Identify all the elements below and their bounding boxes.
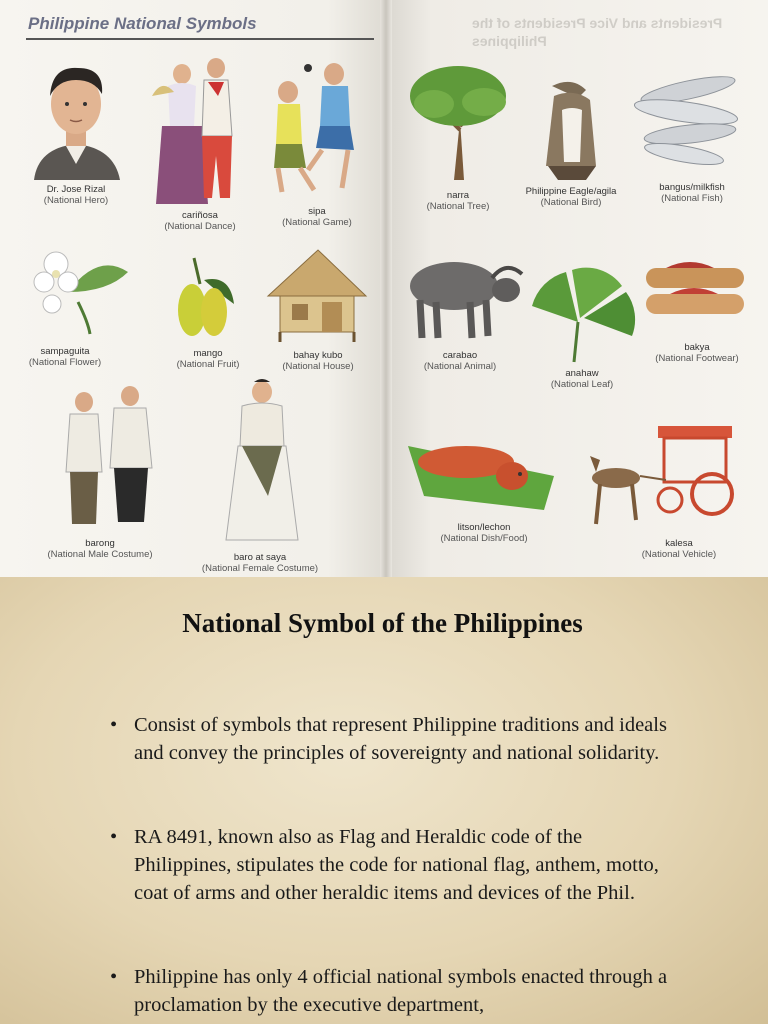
- symbol-name: litson/lechon: [457, 522, 511, 533]
- symbol-card-male-costume: [30, 382, 170, 562]
- symbol-card-leaf: [526, 266, 638, 392]
- symbol-name: narra: [446, 190, 470, 201]
- symbol-name: cariñosa: [182, 210, 218, 221]
- heading-rule: [26, 38, 374, 40]
- symbol-category: (National Male Costume): [47, 549, 153, 560]
- symbol-category: (National Footwear): [655, 353, 739, 364]
- symbol-name: baro at saya: [233, 552, 287, 563]
- book-spine: [380, 0, 392, 577]
- sampaguita-illustration: [28, 242, 138, 342]
- caption: [404, 190, 512, 212]
- bullet-text: RA 8491, known also as Flag and Heraldic code of the Philippines, stipulates the code for national flag, anthem, motto, coat of arms and other heraldic items and devices of the Phil.: [134, 826, 659, 904]
- symbol-name: sipa: [308, 206, 326, 217]
- slide-title: National Symbol of the Philippines: [182, 608, 583, 638]
- symbol-category: (National Animal): [423, 361, 497, 372]
- bullet-item: [110, 823, 670, 907]
- symbol-category: (National Female Costume): [201, 563, 319, 574]
- symbol-name: mango: [193, 348, 223, 359]
- symbol-category: (National Fish): [661, 193, 723, 204]
- philippine-eagle-illustration: [516, 76, 626, 186]
- carinosa-dancers-illustration: [148, 56, 252, 206]
- symbol-card-female-costume: [198, 376, 322, 576]
- symbol-category: (National Game): [282, 217, 352, 228]
- bullet-marker: •: [110, 714, 118, 736]
- caption: [28, 346, 102, 368]
- bullet-text: Consist of symbols that represent Philippine traditions and ideals and convey the principles of sovereignty and national solidarity.: [134, 714, 667, 764]
- symbol-card-hero: [24, 56, 128, 211]
- carabao-illustration: [400, 250, 526, 346]
- caption: [526, 368, 638, 390]
- caption: [516, 186, 626, 208]
- caption: [262, 350, 374, 372]
- symbol-card-footwear: [640, 260, 754, 370]
- symbol-category: (National Fruit): [176, 359, 240, 370]
- bullet-marker: •: [110, 826, 118, 848]
- symbol-card-dish: [404, 426, 564, 552]
- symbol-name: barong: [85, 538, 115, 549]
- barong-illustration: [30, 382, 170, 532]
- symbol-category: (National House): [282, 361, 354, 372]
- symbol-category: (National Dish/Food): [440, 533, 528, 544]
- symbol-name: bangus/milkfish: [659, 182, 725, 193]
- caption: [262, 206, 372, 228]
- jose-rizal-illustration: [24, 56, 128, 181]
- sipa-players-illustration: [258, 60, 376, 200]
- caption: [614, 538, 744, 560]
- symbol-category: (National Tree): [426, 201, 490, 212]
- bullet-text: Philippine has only 4 official national symbols enacted through a proclamation by the executive department,: [134, 966, 668, 1016]
- symbol-card-flower: [28, 242, 138, 372]
- baro-at-saya-illustration: [198, 376, 322, 546]
- caption: [632, 182, 752, 204]
- caption: [148, 210, 252, 232]
- presentation-slide: [0, 577, 768, 1024]
- symbol-category: (National Vehicle): [641, 549, 717, 560]
- caption: [404, 522, 564, 544]
- symbol-name: Dr. Jose Rizal: [46, 184, 106, 195]
- caption: [642, 342, 752, 364]
- symbol-name: bahay kubo: [293, 350, 343, 361]
- symbol-card-game: [258, 60, 376, 232]
- kalesa-illustration: [584, 420, 752, 528]
- symbol-name: bakya: [684, 342, 710, 353]
- symbol-category: (National Dance): [164, 221, 236, 232]
- bullet-item: [110, 963, 670, 1019]
- symbol-card-fruit: [160, 254, 256, 374]
- caption: [160, 348, 256, 370]
- symbol-category: (National Bird): [540, 197, 602, 208]
- symbol-category: (National Leaf): [550, 379, 614, 390]
- anahaw-leaf-illustration: [526, 266, 638, 364]
- symbol-name: Philippine Eagle/agila: [525, 186, 617, 197]
- symbol-card-animal: [400, 250, 526, 380]
- bleed-through-heading: Presidents and Vice Presidents of the Philippines: [472, 15, 723, 49]
- symbol-name: carabao: [442, 350, 478, 361]
- symbol-card-bird: [516, 76, 626, 216]
- mango-illustration: [160, 254, 256, 346]
- symbol-card-house: [262, 246, 374, 376]
- symbol-name: kalesa: [665, 538, 693, 549]
- bullet-item: [110, 711, 670, 767]
- symbol-name: sampaguita: [40, 346, 90, 357]
- symbol-card-dance: [148, 56, 252, 236]
- caption: [198, 552, 322, 574]
- caption: [30, 538, 170, 560]
- bakya-illustration: [640, 260, 754, 324]
- bullet-marker: •: [110, 966, 118, 988]
- caption: [26, 184, 126, 206]
- bangus-milkfish-illustration: [626, 60, 752, 178]
- symbol-category: (National Hero): [43, 195, 109, 206]
- symbol-card-vehicle: [584, 420, 752, 562]
- symbol-card-fish: [626, 60, 752, 210]
- symbol-category: (National Flower): [28, 357, 102, 368]
- symbol-name: anahaw: [565, 368, 599, 379]
- bahay-kubo-illustration: [262, 246, 374, 346]
- caption: [400, 350, 520, 372]
- symbol-card-tree: [404, 60, 512, 218]
- book-heading: Philippine National Symbols: [28, 14, 257, 33]
- lechon-illustration: [404, 426, 564, 516]
- narra-tree-illustration: [404, 60, 512, 190]
